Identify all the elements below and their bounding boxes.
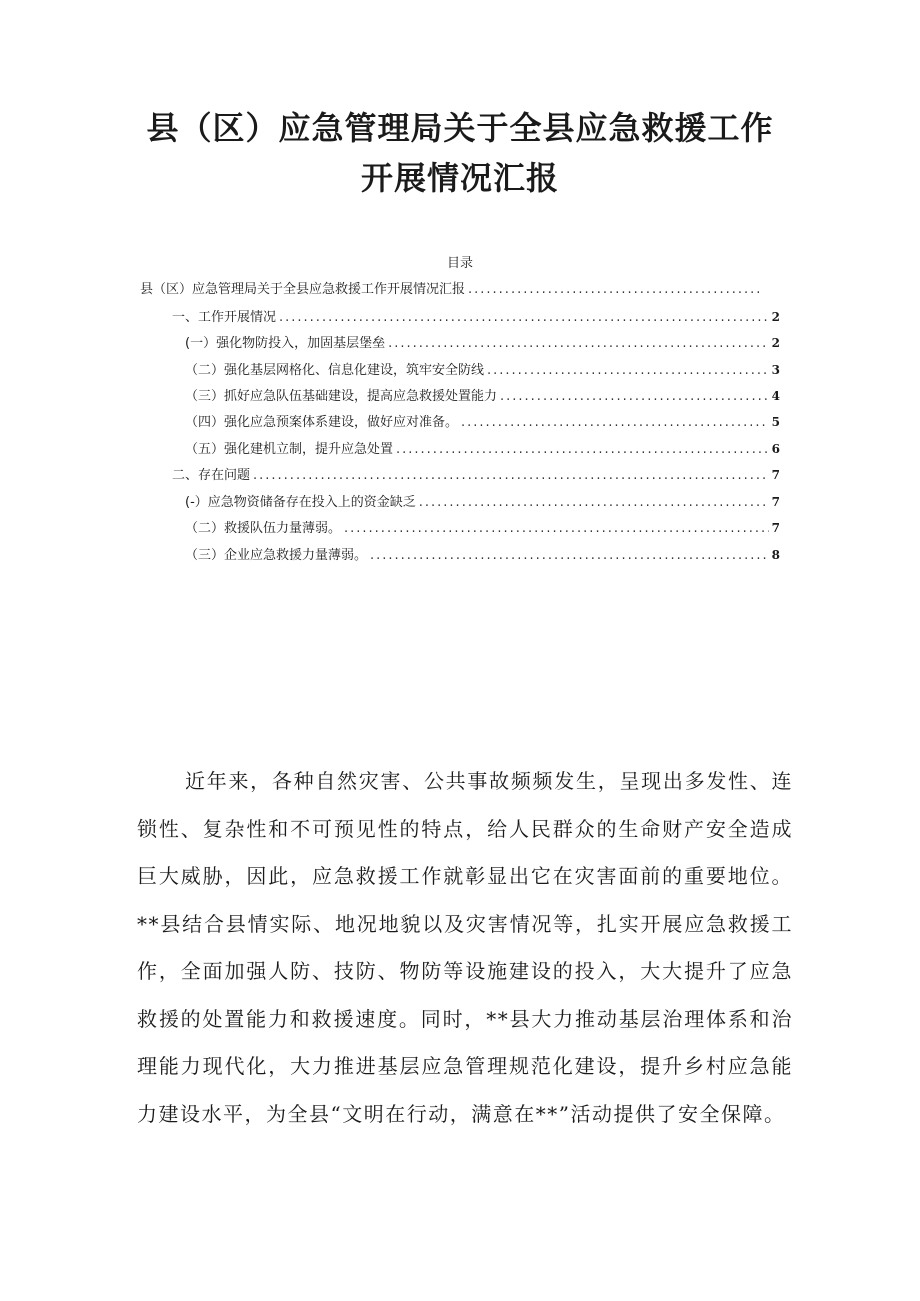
toc-dot-leader [468,280,763,300]
toc-entry-label: （五）强化建机立制，提升应急处置 [185,442,394,457]
document-title-line-1: 县（区）应急管理局关于全县应急救援工作 [146,109,774,147]
toc-dot-leader [461,413,769,432]
toc-entry-label: 一、工作开展情况 [172,310,277,325]
toc-entry-document-title[interactable] [140,280,766,300]
toc-dot-leader [487,361,769,380]
toc-entry-section-1-4[interactable] [185,412,780,432]
toc-entry-section-1-1[interactable] [185,333,780,353]
toc-dot-leader [253,466,769,485]
toc-entry-label: 二、存在问题 [172,468,251,483]
toc-entry-label: （三）企业应急救援力量薄弱。 [185,548,368,563]
toc-dot-leader [344,519,769,538]
toc-entry-page: 5 [771,415,780,429]
toc-dot-leader [370,546,769,565]
toc-entry-page: 2 [771,310,780,324]
toc-heading: 目录 [446,256,473,271]
toc-entry-section-2-3[interactable] [185,545,780,565]
toc-entry-section-2[interactable] [172,465,780,485]
document-title-line-2: 开展情况汇报 [360,159,559,197]
toc-dot-leader [419,493,769,512]
toc-entry-label: (一）强化物防投入，加固基层堡垒 [185,336,386,351]
toc-entry-page: 6 [771,442,780,456]
toc-dot-leader [396,440,769,459]
toc-entry-label: （二）强化基层网格化、信息化建设，筑牢安全防线 [185,363,485,378]
toc-entry-label: 县（区）应急管理局关于全县应急救援工作开展情况汇报 [140,282,466,297]
toc-entry-section-1-3[interactable] [185,386,780,406]
toc-entry-label: （三）抓好应急队伍基础建设，提高应急救援处置能力 [185,389,498,404]
toc-entry-label: （二）救援队伍力量薄弱。 [185,521,342,536]
toc-entry-page: 7 [771,495,780,509]
toc-entry-page: 8 [771,548,780,562]
toc-dot-leader [388,334,769,353]
toc-entry-label: (-）应急物资储备存在投入上的资金缺乏 [185,495,416,510]
toc-entry-section-1-2[interactable] [185,360,780,380]
toc-entry-page: 4 [771,389,780,403]
toc-entry-label: （四）强化应急预案体系建设，做好应对准备。 [185,415,459,430]
toc-entry-section-1[interactable] [172,307,780,327]
intro-paragraph: 近年来，各种自然灾害、公共事故频频发生，呈现出多发性、连锁性、复杂性和不可预见性的特点，给人民群众的生命财产安全造成巨大威胁，因此，应急救援工作就彰显出它在灾害面前的重要地位。**县结合县情实际、地况地貌以及灾害情况等，扎实开展应急救援工作，全面加强人防、技防、物防等设施建设的投入，大大提升了应急救援的处置能力和救援速度。同时，**县大力推动基层治理体系和治理能力现代化，大力推进基层应急管理规范化建设，提升乡村应急能力建设水平，为全县“文明在行动，满意在**”活动提供了安全保障。 [137,769,793,1126]
toc-entry-page: 3 [771,363,780,377]
toc-dot-leader [500,387,769,406]
toc-entry-section-2-2[interactable] [185,518,780,538]
toc-entry-section-2-1[interactable] [185,492,780,512]
toc-entry-page: 7 [771,468,780,482]
toc-entry-page: 7 [771,521,780,535]
toc-entry-section-1-5[interactable] [185,439,780,459]
toc-entry-page: 2 [771,336,780,350]
toc-dot-leader [279,308,769,327]
